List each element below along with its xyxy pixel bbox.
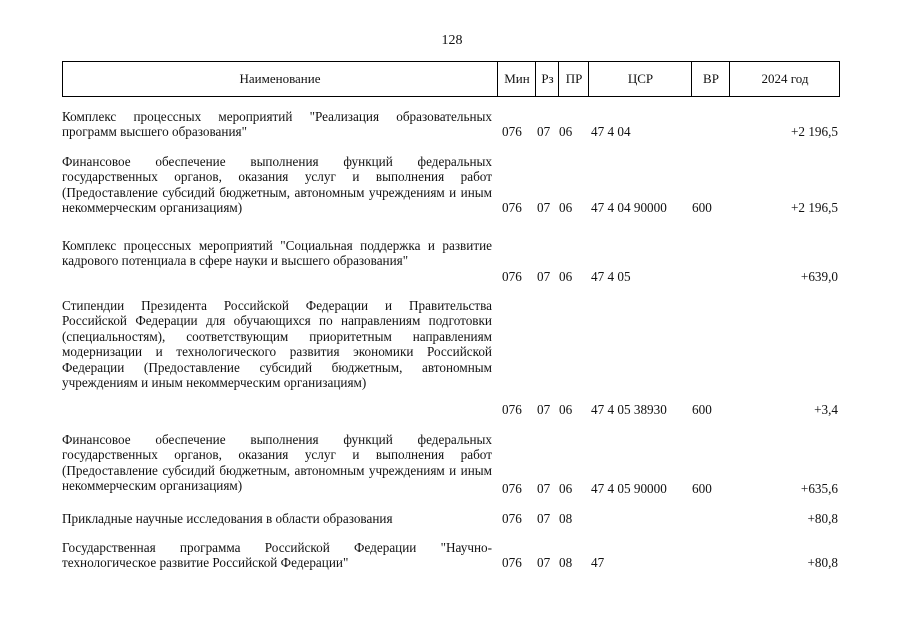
row-value: +3,4 [814, 402, 838, 417]
row-pr: 06 [559, 402, 573, 417]
row-rz: 07 [537, 200, 551, 216]
row-vr: 600 [692, 200, 712, 216]
row-min: 076 [502, 481, 522, 496]
row-min: 076 [502, 200, 522, 216]
row-rz: 07 [537, 268, 551, 284]
row-value: +80,8 [807, 555, 838, 571]
row-csr: 47 4 05 [591, 268, 631, 284]
column-header-year: 2024 год [729, 62, 840, 96]
row-value: +635,6 [800, 481, 838, 496]
row-name: Финансовое обеспечение выполнения функций федеральных государственных органов, оказания услуг и выполнения работ (Предоставление субсидий бюджетным, автономным учреждениям и иным некоммерческим организациям) [62, 154, 492, 216]
row-min: 076 [502, 555, 522, 571]
row-value: +80,8 [807, 511, 838, 526]
column-header-pr: ПР [558, 62, 589, 96]
table-row [0, 432, 904, 494]
row-value: +639,0 [800, 268, 838, 284]
row-vr: 600 [692, 402, 712, 417]
row-vr: 600 [692, 481, 712, 496]
row-csr: 47 4 04 90000 [591, 200, 667, 216]
column-header-name: Наименование [239, 71, 321, 87]
row-name: Прикладные научные исследования в области образования [62, 511, 393, 526]
table-row [0, 540, 904, 571]
row-value: +2 196,5 [791, 200, 838, 216]
column-header-vr: ВР [691, 62, 730, 96]
row-rz: 07 [537, 555, 551, 571]
row-value: +2 196,5 [791, 124, 838, 140]
row-pr: 08 [559, 511, 573, 526]
row-min: 076 [502, 124, 522, 140]
row-name: Стипендии Президента Российской Федерации и Правительства Российской Федерации для обучающихся по направлениям подготовки (специальностям), соответствующим приоритетным направлениям модернизации и технологического развития экономики Российской Федерации (Предоставление субсидий бюджетным, автономным учреждениям и иным некоммерческим организациям) [62, 298, 492, 391]
row-min: 076 [502, 511, 522, 526]
table-row [0, 109, 904, 140]
column-header-csr: ЦСР [588, 62, 692, 96]
row-name: Финансовое обеспечение выполнения функций федеральных государственных органов, оказания услуг и выполнения работ (Предоставление субсидий бюджетным, автономным учреждениям и иным некоммерческим организациям) [62, 432, 492, 494]
row-pr: 06 [559, 124, 573, 140]
row-csr: 47 4 04 [591, 124, 631, 140]
row-csr: 47 [591, 555, 605, 571]
row-pr: 06 [559, 200, 573, 216]
row-csr: 47 4 05 38930 [591, 402, 667, 417]
row-name: Комплекс процессных мероприятий "Реализация образовательных программ высшего образования" [62, 109, 492, 140]
row-pr: 08 [559, 555, 573, 571]
table-row [0, 238, 904, 285]
column-header-min: Мин [497, 62, 536, 96]
row-name: Государственная программа Российской Федерации "Научно-технологическое развитие Российской Федерации" [62, 540, 492, 571]
row-min: 076 [502, 402, 522, 417]
row-rz: 07 [537, 481, 551, 496]
page-number: 128 [441, 33, 463, 48]
table-header [62, 61, 840, 97]
table-row [0, 511, 904, 527]
row-name: Комплекс процессных мероприятий "Социальная поддержка и развитие кадрового потенциала в сфере науки и высшего образования" [62, 238, 492, 269]
row-pr: 06 [559, 481, 573, 496]
row-rz: 07 [537, 402, 551, 417]
row-rz: 07 [537, 511, 551, 526]
row-csr: 47 4 05 90000 [591, 481, 667, 496]
table-row [0, 298, 904, 422]
column-header-rz: Рз [535, 62, 559, 96]
row-rz: 07 [537, 124, 551, 140]
table-row [0, 154, 904, 216]
row-min: 076 [502, 268, 522, 284]
row-pr: 06 [559, 268, 573, 284]
